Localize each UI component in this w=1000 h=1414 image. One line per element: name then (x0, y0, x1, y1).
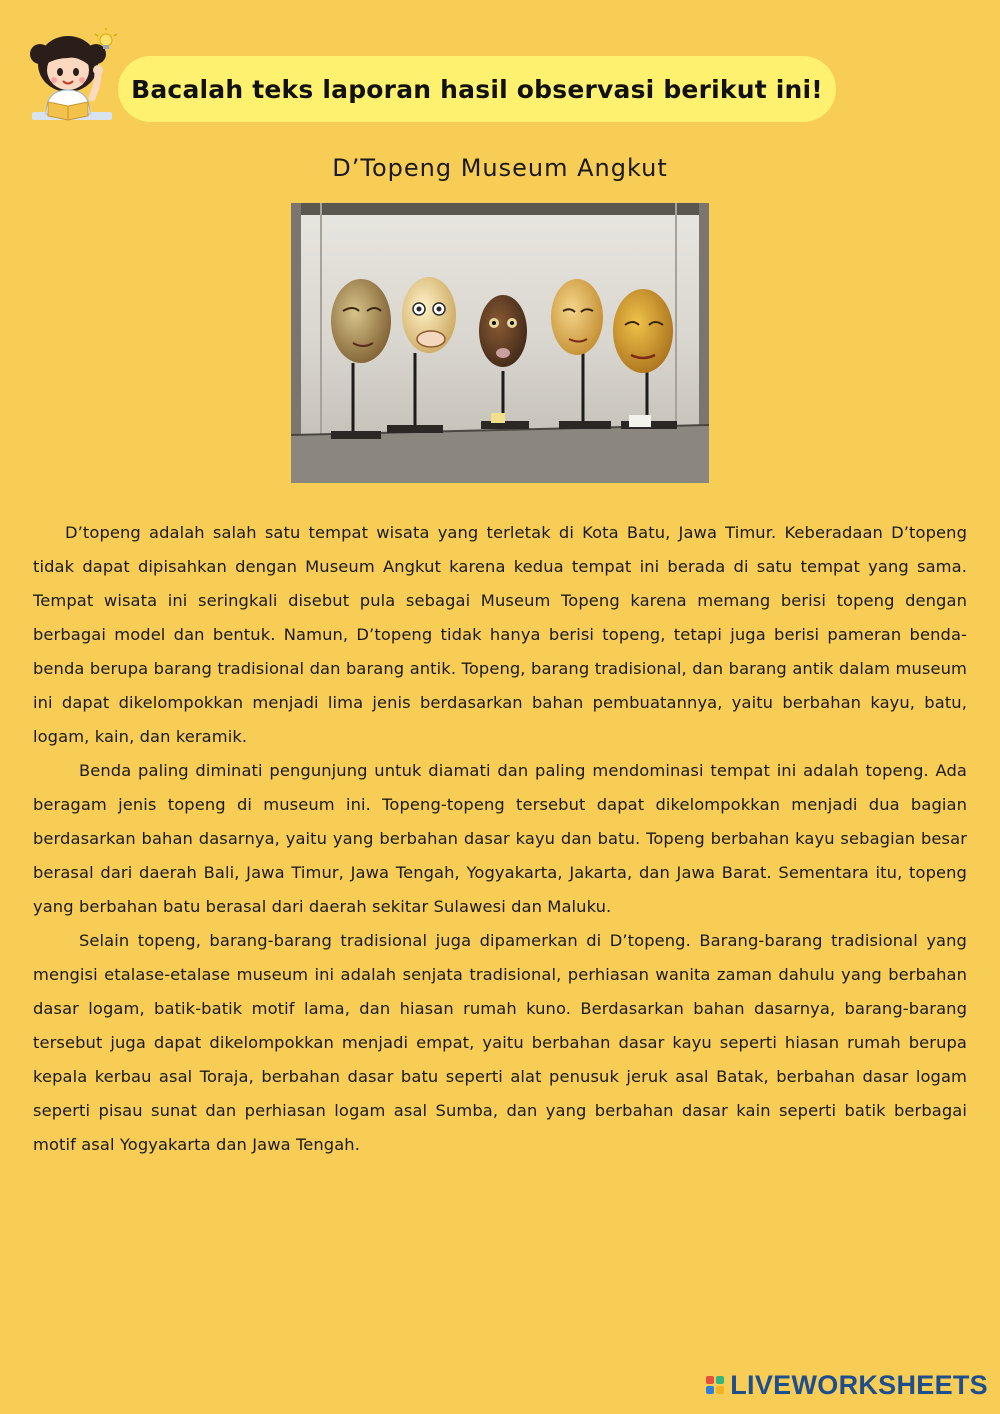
instruction-text: Bacalah teks laporan hasil observasi berikut ini! (131, 74, 823, 104)
museum-masks-photo (291, 203, 709, 483)
article-paragraph (33, 924, 967, 1162)
article-body (33, 516, 967, 1162)
brand-name: LIVEWORKSHEETS (730, 1369, 988, 1400)
paragraph-text: Selain topeng, barang-barang tradisional juga dipamerkan di D’topeng. Barang-barang tradisional yang mengisi etalase-etalase museum ini adalah senjata tradisional, perhiasan wanita zaman dahulu yang berbahan dasar logam, batik-batik motif lama, dan hiasan rumah kuno. Berdasarkan bahan dasarnya, barang-barang tersebut juga dapat dikelompokkan menjadi empat, yaitu berbahan dasar kayu seperti hiasan rumah berupa kepala kerbau asal Toraja, berbahan dasar batu seperti alat penusuk jeruk asal Batak, berbahan dasar logam seperti pisau sunat dan perhiasan logam asal Sumba, dan yang berbahan dasar kain seperti batik berbagai motif asal Yogyakarta dan Jawa Tengah. (33, 931, 967, 1154)
liveworksheets-logo-icon (706, 1376, 724, 1394)
paragraph-text: Benda paling diminati pengunjung untuk diamati dan paling mendominasi tempat ini adalah topeng. Ada beragam jenis topeng di museum ini. Topeng-topeng tersebut dapat dikelompokkan menjadi dua bagian berdasarkan bahan dasarnya, yaitu yang berbahan dasar kayu dan batu. Topeng berbahan kayu sebagian besar berasal dari daerah Bali, Jawa Timur, Jawa Tengah, Yogyakarta, Jakarta, dan Jawa Barat. Sementara itu, topeng yang berbahan batu berasal dari daerah sekitar Sulawesi dan Maluku. (33, 761, 967, 916)
article-title: D’Topeng Museum Angkut (332, 154, 668, 182)
girl-reading-avatar-icon (26, 28, 122, 126)
article-paragraph (33, 754, 967, 924)
paragraph-text: D’topeng adalah salah satu tempat wisata yang terletak di Kota Batu, Jawa Timur. Keberadaan D’topeng tidak dapat dipisahkan dengan Museum Angkut karena kedua tempat ini berada di satu tempat yang sama. Tempat wisata ini seringkali disebut pula sebagai Museum Topeng karena memang berisi topeng dengan berbagai model dan bentuk. Namun, D’topeng tidak hanya berisi topeng, tetapi juga berisi pameran benda-benda berupa barang tradisional dan barang antik. Topeng, barang tradisional, dan barang antik dalam museum ini dapat dikelompokkan menjadi lima jenis berdasarkan bahan pembuatannya, yaitu berbahan kayu, batu, logam, kain, dan keramik. (33, 523, 967, 746)
article-paragraph (33, 516, 967, 754)
liveworksheets-logo (706, 1368, 988, 1402)
instruction-banner (118, 56, 836, 122)
